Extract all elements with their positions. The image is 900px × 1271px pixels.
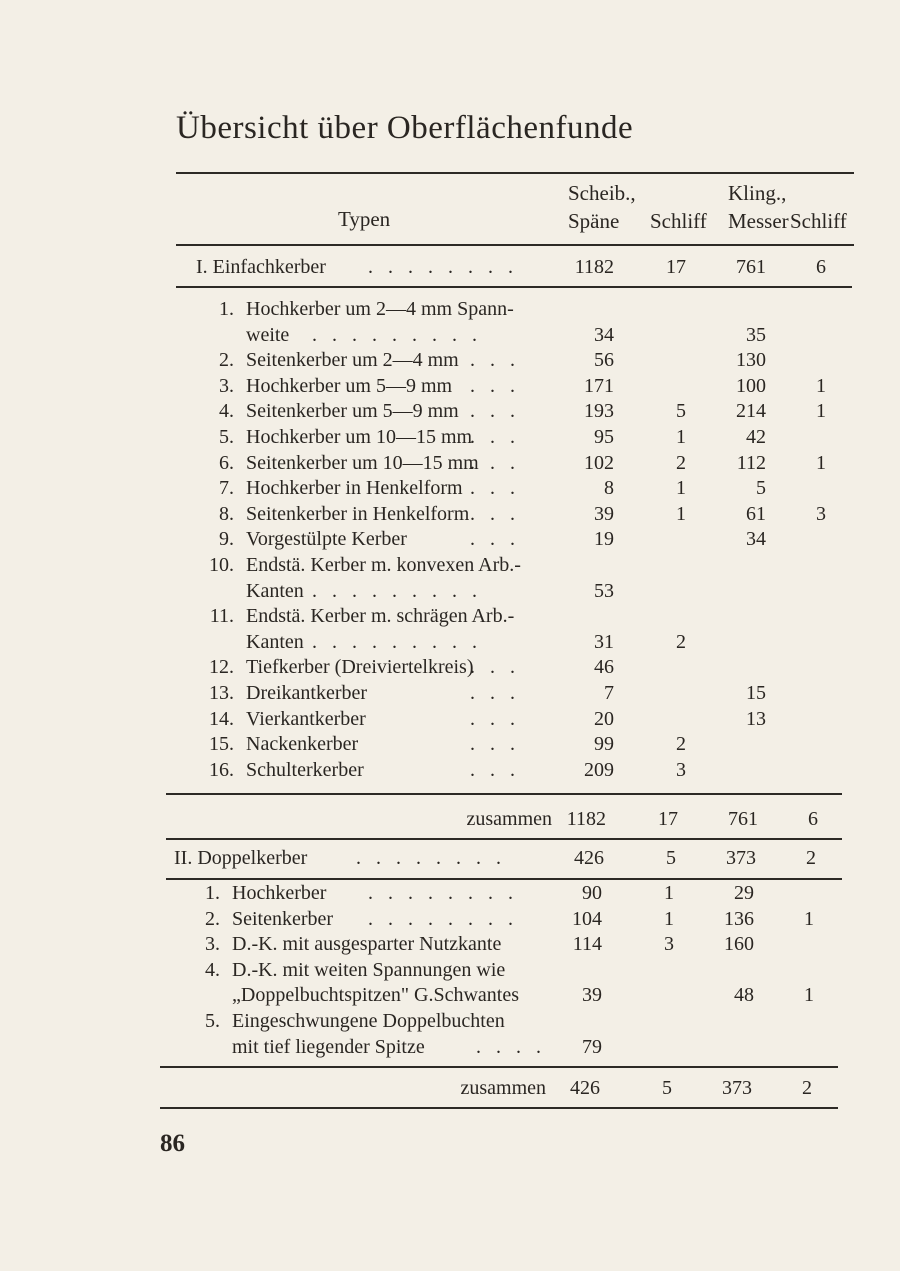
- value-schliff-1: 17: [658, 808, 678, 830]
- list-item: [0, 450, 900, 476]
- leader-dots: . . . .: [476, 1035, 546, 1058]
- item-number: 13.: [209, 682, 234, 704]
- item-number: 3.: [205, 933, 220, 956]
- total-row: [0, 806, 900, 832]
- item-text: „Doppelbuchtspitzen" G.Schwantes: [232, 984, 519, 1007]
- value-schliff-2: 3: [816, 502, 826, 525]
- value-scheib-spaene: 31: [594, 630, 614, 653]
- list-item: [0, 322, 900, 348]
- value-kling-messer: 160: [724, 933, 754, 956]
- value-scheib-spaene: 102: [584, 451, 614, 474]
- item-number: 5.: [219, 426, 234, 448]
- list-item: [0, 526, 900, 552]
- value-scheib-spaene: 171: [584, 374, 614, 397]
- value-schliff-1: 1: [664, 882, 674, 904]
- item-text: Vorgestülpte Kerber: [246, 528, 407, 551]
- value-schliff-2: 2: [802, 1077, 812, 1099]
- item-text: Hochkerber um 5—9 mm: [246, 374, 453, 397]
- item-text: Kanten: [246, 630, 304, 653]
- value-schliff-2: 2: [806, 847, 816, 869]
- total-label: zusammen: [466, 808, 552, 830]
- list-item: [0, 731, 900, 757]
- value-schliff-1: 3: [676, 758, 686, 781]
- header-typen: Typen: [338, 207, 391, 231]
- list-item: [0, 957, 900, 983]
- value-scheib-spaene: 8: [604, 477, 614, 500]
- leader-dots: . . .: [470, 400, 520, 423]
- value-scheib-spaene: 34: [594, 323, 614, 346]
- item-number: 12.: [209, 656, 234, 679]
- leader-dots: . . . . . . . . .: [312, 579, 482, 602]
- item-text: Kanten: [246, 579, 304, 602]
- value-schliff-1: 17: [666, 256, 686, 278]
- header-col3-line1: Kling.,: [728, 181, 787, 205]
- leader-dots: . . . . . . . .: [368, 256, 518, 278]
- item-text: Schulterkerber: [246, 758, 364, 781]
- leader-dots: . . .: [470, 374, 520, 397]
- section1-heading-rule: [176, 286, 852, 288]
- value-scheib-spaene: 39: [594, 502, 614, 525]
- item-text: mit tief liegender Spitze: [232, 1035, 425, 1058]
- value-kling-messer: 373: [726, 847, 756, 869]
- header-bottom-rule: [176, 244, 854, 246]
- section2-subtotal-rule: [160, 1066, 838, 1068]
- item-text: Hochkerber um 10—15 mm: [246, 426, 473, 448]
- value-schliff-1: 5: [666, 847, 676, 869]
- item-number: 15.: [209, 733, 234, 756]
- item-number: 16.: [209, 758, 234, 781]
- item-number: 7.: [219, 477, 234, 500]
- value-scheib-spaene: 95: [594, 426, 614, 448]
- header-col3-line2: Messer: [728, 209, 789, 233]
- list-item: [0, 654, 900, 680]
- item-text: Seitenkerber um 5—9 mm: [246, 400, 459, 423]
- item-text: Nackenkerber: [246, 733, 359, 756]
- value-scheib-spaene: 19: [594, 528, 614, 551]
- header-top-rule: [176, 172, 854, 174]
- list-item: [0, 757, 900, 783]
- leader-dots: . . .: [470, 758, 520, 781]
- total-label: zusammen: [460, 1077, 546, 1099]
- value-scheib-spaene: 46: [594, 656, 614, 679]
- section1-total-rule: [166, 838, 842, 840]
- value-kling-messer: 130: [736, 349, 766, 372]
- leader-dots: . . .: [470, 656, 520, 679]
- list-item: [0, 424, 900, 450]
- leader-dots: . . .: [470, 451, 520, 474]
- list-item: [0, 982, 900, 1008]
- item-text: Vierkantkerber: [246, 707, 366, 730]
- item-text: Seitenkerber um 2—4 mm: [246, 349, 459, 372]
- value-schliff-1: 1: [664, 907, 674, 930]
- item-number: 10.: [209, 554, 234, 576]
- value-kling-messer: 761: [736, 256, 766, 278]
- value-kling-messer: 100: [736, 374, 766, 397]
- leader-dots: . . . . . . . . .: [312, 323, 482, 346]
- section1-subtotal-rule: [166, 793, 842, 795]
- value-schliff-1: 1: [676, 477, 686, 500]
- value-schliff-2: 1: [816, 400, 826, 423]
- item-text: Tiefkerber (Dreiviertelkreis): [246, 656, 474, 679]
- value-scheib-spaene: 39: [582, 984, 602, 1007]
- leader-dots: . . .: [470, 733, 520, 756]
- value-scheib-spaene: 426: [570, 1077, 600, 1099]
- value-scheib-spaene: 90: [582, 882, 602, 904]
- leader-dots: . . .: [470, 682, 520, 704]
- item-text: Hochkerber um 2—4 mm Spann-: [246, 298, 514, 320]
- item-text: Endstä. Kerber m. konvexen Arb.-: [246, 554, 521, 576]
- list-item: [0, 1034, 900, 1060]
- item-text: Hochkerber: [232, 882, 327, 904]
- item-number: 8.: [219, 502, 234, 525]
- value-scheib-spaene: 56: [594, 349, 614, 372]
- value-schliff-2: 1: [804, 984, 814, 1007]
- list-item: [0, 347, 900, 373]
- header-col4: Schliff: [790, 209, 847, 233]
- page-number: 86: [160, 1130, 185, 1157]
- item-number: 5.: [205, 1010, 220, 1032]
- value-scheib-spaene: 426: [574, 847, 604, 869]
- header-col1-line1: Scheib.,: [568, 181, 636, 205]
- section-label: II. Doppelkerber: [174, 847, 308, 869]
- value-kling-messer: 34: [746, 528, 766, 551]
- value-schliff-2: 1: [804, 907, 814, 930]
- leader-dots: . . .: [470, 502, 520, 525]
- item-text: Seitenkerber: [232, 907, 334, 930]
- value-kling-messer: 373: [722, 1077, 752, 1099]
- value-scheib-spaene: 209: [584, 758, 614, 781]
- page-title: Übersicht über Oberflächenfunde: [176, 110, 634, 146]
- section-label: I. Einfachkerber: [196, 256, 326, 278]
- value-kling-messer: 29: [734, 882, 754, 904]
- header-col1-line2: Späne: [568, 209, 620, 233]
- list-item: [0, 552, 900, 578]
- value-kling-messer: 112: [736, 451, 766, 474]
- item-text: D.-K. mit weiten Spannungen wie: [232, 958, 506, 981]
- section2-total-rule: [160, 1107, 838, 1109]
- item-number: 2.: [219, 349, 234, 372]
- leader-dots: . . .: [470, 426, 520, 448]
- value-scheib-spaene: 53: [594, 579, 614, 602]
- item-number: 2.: [205, 907, 220, 930]
- value-kling-messer: 5: [756, 477, 766, 500]
- item-text: Eingeschwungene Doppelbuchten: [232, 1010, 505, 1032]
- value-scheib-spaene: 79: [582, 1035, 602, 1058]
- value-kling-messer: 13: [746, 707, 766, 730]
- value-scheib-spaene: 104: [572, 907, 602, 930]
- list-item: [0, 680, 900, 706]
- header-col2: Schliff: [650, 209, 707, 233]
- item-text: Endstä. Kerber m. schrägen Arb.-: [246, 605, 515, 628]
- value-scheib-spaene: 20: [594, 707, 614, 730]
- value-kling-messer: 761: [728, 808, 758, 830]
- value-kling-messer: 42: [746, 426, 766, 448]
- item-number: 6.: [219, 451, 234, 474]
- value-schliff-1: 2: [676, 630, 686, 653]
- value-scheib-spaene: 1182: [574, 256, 614, 278]
- value-schliff-2: 1: [816, 451, 826, 474]
- list-item: [0, 578, 900, 604]
- leader-dots: . . . . . . . .: [368, 882, 518, 904]
- value-scheib-spaene: 114: [572, 933, 602, 956]
- list-item: [0, 398, 900, 424]
- value-schliff-1: 3: [664, 933, 674, 956]
- list-item: [0, 931, 900, 957]
- item-text: D.-K. mit ausgesparter Nutzkante: [232, 933, 502, 956]
- value-schliff-2: 6: [808, 808, 818, 830]
- item-number: 14.: [209, 707, 234, 730]
- value-scheib-spaene: 99: [594, 733, 614, 756]
- leader-dots: . . . . . . . . .: [312, 630, 482, 653]
- leader-dots: . . .: [470, 349, 520, 372]
- item-text: Seitenkerber in Henkelform: [246, 502, 470, 525]
- value-schliff-2: 1: [816, 374, 826, 397]
- list-item: [0, 603, 900, 629]
- value-kling-messer: 214: [736, 400, 766, 423]
- item-number: 4.: [219, 400, 234, 423]
- value-schliff-1: 2: [676, 733, 686, 756]
- value-scheib-spaene: 7: [604, 682, 614, 704]
- value-schliff-1: 5: [662, 1077, 672, 1099]
- item-text: Dreikantkerber: [246, 682, 368, 704]
- value-schliff-1: 1: [676, 502, 686, 525]
- section-heading-doppelkerber: [0, 845, 900, 871]
- item-number: 11.: [209, 605, 234, 628]
- list-item: [0, 373, 900, 399]
- value-kling-messer: 61: [746, 502, 766, 525]
- list-item: [0, 1008, 900, 1034]
- value-schliff-1: 1: [676, 426, 686, 448]
- item-text: Hochkerber in Henkelform: [246, 477, 463, 500]
- value-kling-messer: 15: [746, 682, 766, 704]
- total-row: [0, 1075, 900, 1101]
- leader-dots: . . .: [470, 477, 520, 500]
- item-number: 3.: [219, 374, 234, 397]
- value-schliff-1: 2: [676, 451, 686, 474]
- item-number: 9.: [219, 528, 234, 551]
- list-item: [0, 880, 900, 906]
- value-kling-messer: 35: [746, 323, 766, 346]
- item-number: 1.: [205, 882, 220, 904]
- value-kling-messer: 136: [724, 907, 754, 930]
- leader-dots: . . .: [470, 528, 520, 551]
- section-heading-einfachkerber: [0, 254, 900, 280]
- value-scheib-spaene: 193: [584, 400, 614, 423]
- list-item: [0, 296, 900, 322]
- list-item: [0, 629, 900, 655]
- item-number: 4.: [205, 958, 220, 981]
- leader-dots: . . . . . . . .: [368, 907, 518, 930]
- item-text: Seitenkerber um 10—15 mm: [246, 451, 479, 474]
- leader-dots: . . .: [470, 707, 520, 730]
- list-item: [0, 475, 900, 501]
- value-schliff-1: 5: [676, 400, 686, 423]
- list-item: [0, 501, 900, 527]
- value-schliff-2: 6: [816, 256, 826, 278]
- item-number: 1.: [219, 298, 234, 320]
- value-kling-messer: 48: [734, 984, 754, 1007]
- item-text: weite: [246, 323, 290, 346]
- list-item: [0, 706, 900, 732]
- value-scheib-spaene: 1182: [566, 808, 606, 830]
- list-item: [0, 906, 900, 932]
- leader-dots: . . . . . . . .: [356, 847, 506, 869]
